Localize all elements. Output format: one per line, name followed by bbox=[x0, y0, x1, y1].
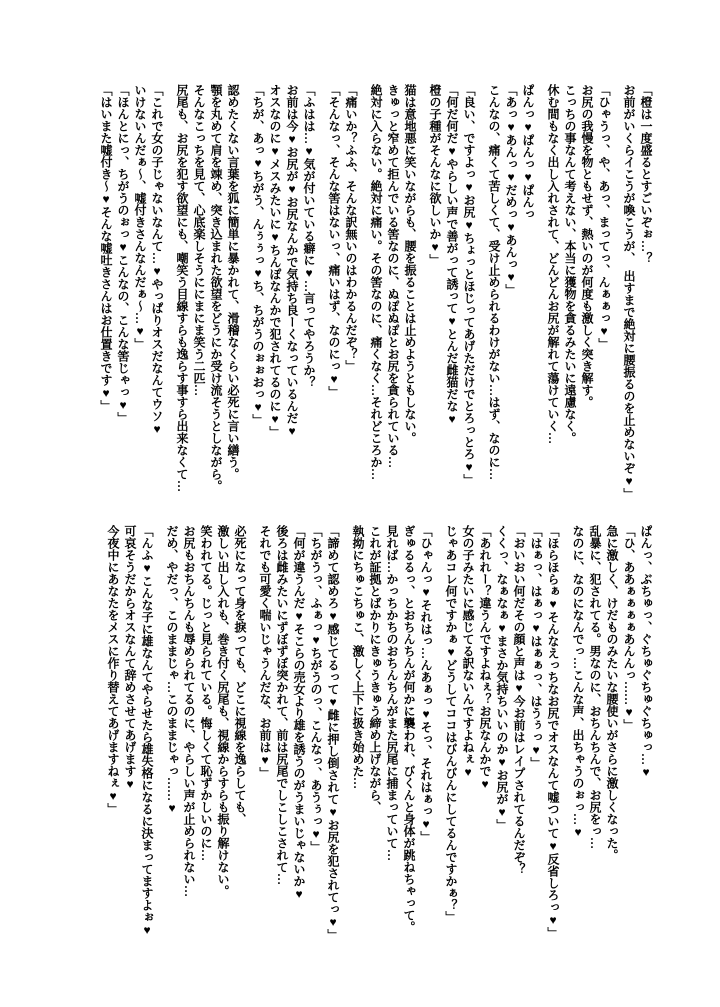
paragraph bbox=[249, 84, 317, 520]
text-line: お前は今♥お尻が♥お尻なんかで気持ち良ーくなっているんだ♥ bbox=[285, 84, 299, 438]
text-line: そんなこっちを見て、心底楽しそうににまにま笑う二匹… bbox=[192, 84, 206, 396]
text-line: 笑われてる。じっと見られている。悔しくて恥ずかしいのに… bbox=[199, 525, 213, 861]
paragraph bbox=[97, 84, 165, 520]
paragraph bbox=[569, 525, 654, 997]
text-line: お尻もおちんちんも辱められてるのに、やらしい声が止められない… bbox=[182, 525, 196, 897]
paragraph bbox=[256, 525, 341, 997]
text-line: 「あれれー？違うんですよねぇ？お尻なんかで♥ bbox=[478, 525, 492, 791]
text-line: いけないんだぁ〜、嘘付きさんなんだぁ〜…♥」 bbox=[133, 84, 147, 350]
text-line: 休む間もなく出し入れされて、どんどんお尻が解れて蕩けていく… bbox=[546, 84, 560, 444]
text-line: 今夜中にあなたをメスに作り替えてあげますねぇ♥」 bbox=[106, 525, 120, 815]
text-line: 「ひゃうっ、や、あっ、まってっ、んぁぁっ♥」 bbox=[597, 84, 611, 350]
text-line: 「何が違うんだ♥そこらの売女より雄を誘うのがうまいじゃないか♥ bbox=[292, 525, 306, 901]
text-line: 顎を丸めて肩を竦め、突き込まれた欲望をどうにか受け流そうとしながら。 bbox=[209, 84, 223, 492]
text-line: 乱暴に、犯されてる。男なのに、おちんちんで、お尻をっ… bbox=[588, 525, 602, 849]
text-line: 尻尾も、お尻を犯す欲望にも、嘲笑う目線すらも逸らす事すら出来なくて… bbox=[175, 84, 189, 492]
text-line: 可哀そうだからオスなんて辞めさせてあげます♥ bbox=[123, 525, 137, 791]
paragraph bbox=[325, 84, 359, 520]
text-line: 後ろは雌みたいにずぼずぼ突かれて、前は尻尾でしこしこされて… bbox=[275, 525, 289, 885]
text-line: こっちの事なんて考えない、本当に獲物を貪るみたいに遠慮なく。 bbox=[563, 84, 577, 444]
text-line: 「痛いか？ふふ、そんな訳無いのはわかるんだぞ？」 bbox=[344, 84, 358, 372]
text-line: 「諦めて認めろ♥感じてるって♥雌に押し倒されて♥お尻を犯されてっ♥」 bbox=[326, 525, 340, 941]
text-line: 「ひゃんっ♥それはっ…んあぁっ♥そっ、それはぁっ♥」 bbox=[419, 525, 433, 843]
text-line: ぱんっ、ぶちゅっ、ぐちゅぐちゅぐちゅっ…♥ bbox=[639, 525, 653, 779]
paragraph bbox=[349, 525, 434, 997]
text-line: 「はぁっ、はぁっ♥はぁぁっ、はうぅっ♥」 bbox=[529, 525, 543, 769]
text-line: 「何だ何だ♥やらしい声で善がって誘って♥とんだ雌猫だな♥ bbox=[445, 84, 459, 426]
text-line: 女の子みたいに感じてる訳ないんですよねぇ♥ bbox=[461, 525, 475, 779]
text-band-bottom bbox=[78, 525, 654, 997]
text-line: じゃあコレ何ですかぁ♥どうしてココはびんびんにしてるんですかぁ？」 bbox=[444, 525, 458, 923]
text-line: 「ほらほらぁ♥そんなえっちなお尻でオスなんて嘘ついて♥反省しろっ♥」 bbox=[546, 525, 560, 939]
text-line: 激しい出し入れも、巻き付く尻尾も、視線からすらも振り解けない。 bbox=[216, 525, 230, 897]
text-line: 必死になって身を捩っても、どこに視線を逸らしても、 bbox=[233, 525, 247, 825]
paragraph bbox=[485, 84, 536, 520]
text-line: 急に激しく、けだものみたいな腰使いがさらに激しくなった。 bbox=[605, 525, 619, 861]
text-line: 「ちがうっ、ふぁっ♥ちがうのっ、こんなっ、あうぅっ♥」 bbox=[309, 525, 323, 853]
text-line: 絶対に入らない。絶対に痛い。その筈なのに、痛くなく…それどころか… bbox=[369, 84, 383, 480]
paragraph bbox=[442, 525, 561, 997]
paragraph bbox=[620, 84, 654, 520]
text-line: お尻の我慢を物ともせず、熱いのが何度も激しく突き解す。 bbox=[580, 84, 594, 408]
text-line: オスなのに♥メスみたいに♥ちんぽなんかで犯されてるのに♥」 bbox=[268, 84, 282, 438]
text-line: 認めたくない言葉を狐に簡単に暴かれて、滑稽なくらい必死に言い繕う。 bbox=[226, 84, 240, 480]
paragraph bbox=[367, 84, 418, 520]
paragraph bbox=[104, 525, 155, 997]
text-line: 「はいまた嘘付き〜♥そんな嘘吐きさんはお仕置きです♥」 bbox=[99, 84, 113, 412]
text-line: 見れば…かっちかちのおちんちんがまた尻尾に捕まっていて… bbox=[385, 525, 399, 861]
text-line: 「これで女の子じゃないなんて…♥やっぱりオスだなんてウソ♥ bbox=[150, 84, 164, 436]
paragraph bbox=[173, 84, 241, 520]
text-line: こんなの、痛くて苦しくて、受け止められるわけがない…はず、なのに… bbox=[487, 84, 501, 480]
text-line: だめ、やだっ、このままじゃ…このままじゃっ……♥ bbox=[165, 525, 179, 815]
text-line: きゅっと窄めて拒んでいる筈なのに、ぬぽぬぽとお尻を貪られている… bbox=[386, 84, 400, 468]
text-line: なのに、なのになんでっ…こんな声、出ちゃうのぉっ…♥ bbox=[571, 525, 585, 839]
text-line: 「橙は一度盛るとすごいぞぉ…？ bbox=[639, 84, 653, 264]
text-line: 「ちが、あっ♥ちがう、んぅぅっ♥ち、ちがうのぉぉおっ♥」 bbox=[251, 84, 265, 426]
text-line: 「おいおい何だその顔と声は♥今お前はレイプされてるんだぞ？ bbox=[512, 525, 526, 875]
text-line: 「んふ♥こんな子に雄なんてやらせたら雄失格になるに決まってますよぉ♥ bbox=[140, 525, 154, 937]
text-line: ぱんっ♥ぱんっ♥ぱんっ bbox=[521, 84, 535, 220]
text-line: 「ふはは…♥気が付いている癖に♥…言ってやろうか？ bbox=[302, 84, 316, 388]
text-line: くくっ、なぁなぁ♥まさか気持ちいいのか♥お尻が♥」 bbox=[495, 525, 509, 831]
text-line: お前がいくらイこうが喚こうが、 出すまで絶対に腰振るのを止めないぞ♥」 bbox=[622, 84, 636, 500]
text-line: これが証拠とばかりにきゅうきゅう締め上げながら、 bbox=[368, 525, 382, 813]
paragraph bbox=[163, 525, 248, 997]
text-line: 「あっ♥あんっ♥だめっ♥あんっ♥」 bbox=[504, 84, 518, 296]
text-line: 執拗にちゅこちゅこ、激しく上下に扱き始めた… bbox=[351, 525, 365, 789]
text-line: 「ほんとにっ、ちがうのぉっ♥こんなの、こんな筈じゃっ♥」 bbox=[116, 84, 130, 424]
text-line: 猫は意地悪に笑いながらも、腰を振ることは止めようともしない。 bbox=[403, 84, 417, 444]
text-line: 「そんなっ、そんな筈はないっ、痛いはず、なのにっ♥」 bbox=[327, 84, 341, 398]
paragraph bbox=[544, 84, 612, 520]
text-line: ぎゅるるっ、とおちんちんが何かに襲われ、びくんと身体が跳ねちゃって。 bbox=[402, 525, 416, 933]
text-line: 「ひ、ああぁぁぁぁあんんっ……♥」 bbox=[622, 525, 636, 731]
text-line: 橙の子種がそんなに欲しいか♥」 bbox=[428, 84, 442, 266]
text-band-top bbox=[78, 84, 654, 520]
paragraph bbox=[426, 84, 477, 520]
text-line: それでも可愛く喘いじゃうんだな、お前は♥」 bbox=[258, 525, 272, 779]
text-line: 「良い、ですよっ♥お尻♥ちょっとほじってあげただけでとろっとろ♥」 bbox=[462, 84, 476, 486]
